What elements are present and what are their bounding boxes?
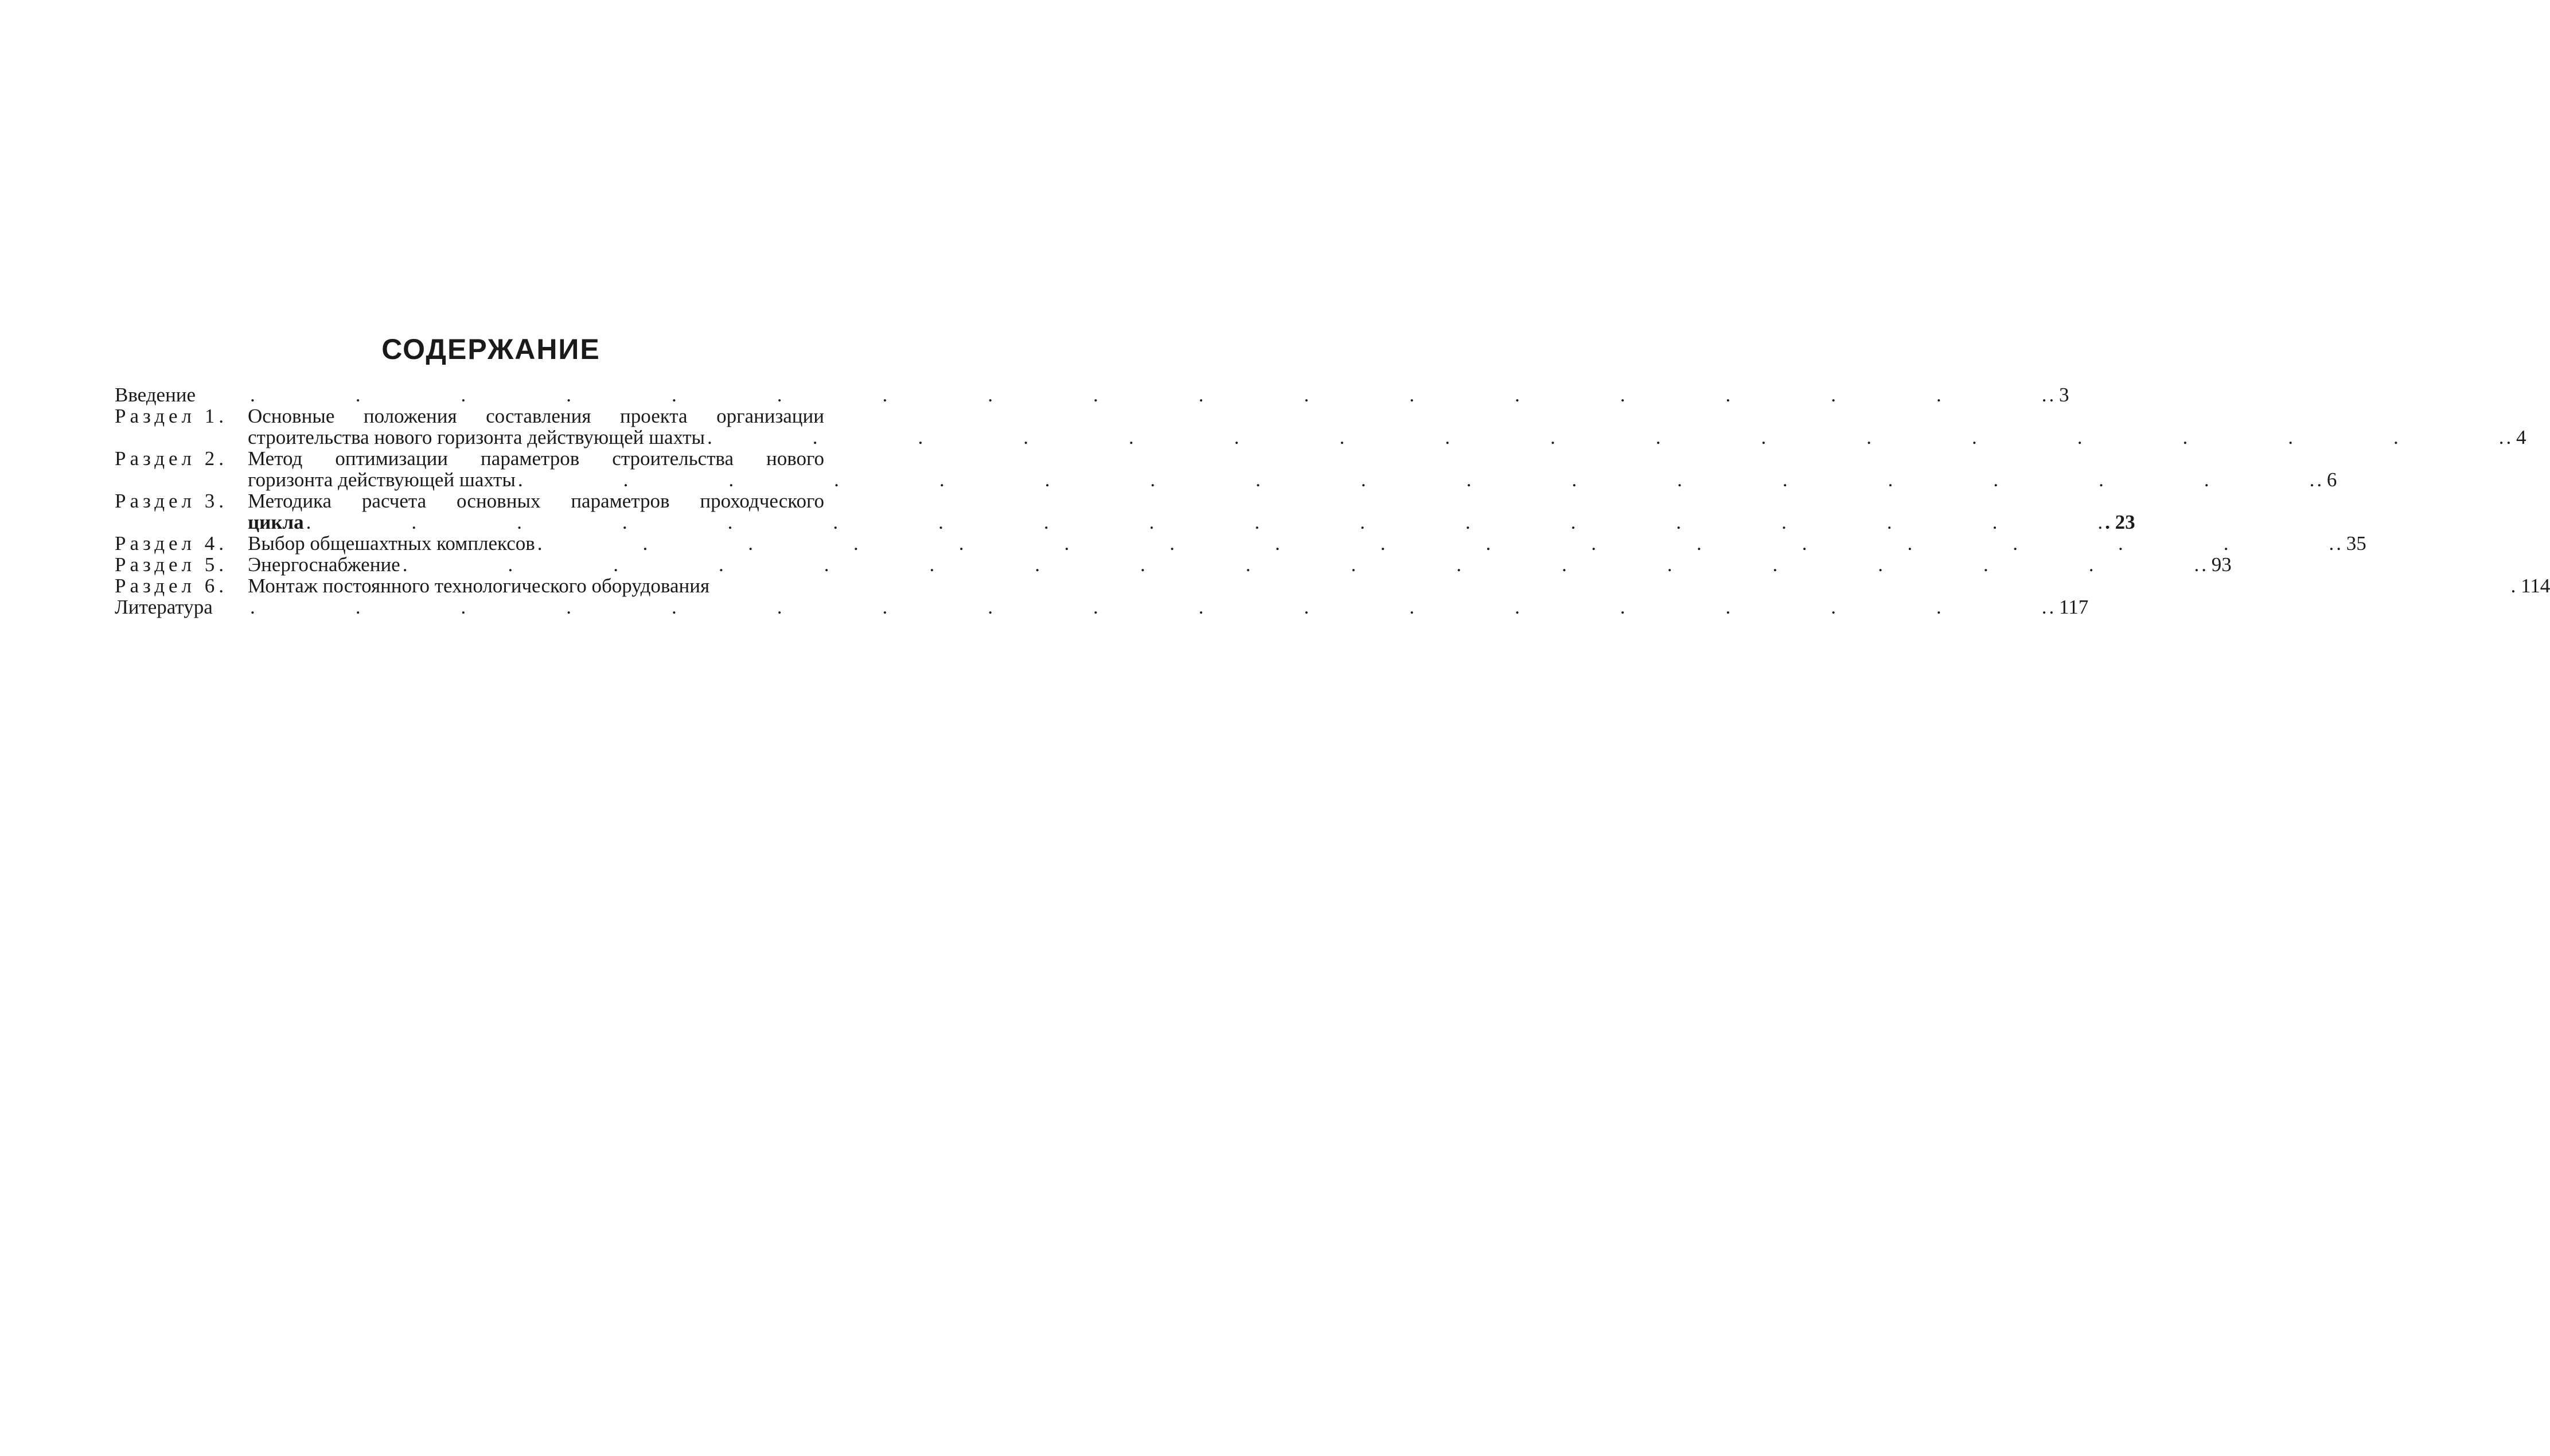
dot-leader bbox=[403, 554, 2200, 575]
toc-entry-label: Раздел 4. bbox=[115, 532, 228, 555]
page-title: СОДЕРЖАНИЕ bbox=[381, 333, 601, 365]
toc-entry-label: Введение bbox=[115, 384, 196, 406]
toc-entry-text: Выбор общешахтных комплексов bbox=[248, 532, 535, 555]
toc-entry-label: Раздел 6. bbox=[115, 575, 228, 597]
toc-entry-body bbox=[248, 533, 2336, 554]
toc-page-number: . 35 bbox=[2336, 532, 2366, 555]
toc-entry-section-3 bbox=[115, 490, 2135, 533]
toc-entry-body bbox=[248, 490, 2105, 533]
toc-entry-text: строительства нового горизонта действующей шахты bbox=[248, 426, 705, 448]
toc-entry-text: Методика расчета основных параметров проходческого bbox=[248, 490, 824, 512]
toc-entry-body bbox=[248, 596, 2049, 618]
toc-entry-text: Энергоснабжение bbox=[248, 553, 400, 576]
toc-entry-text: горизонта действующей шахты bbox=[248, 469, 516, 491]
toc-entry-literature bbox=[115, 596, 2089, 618]
toc-page-number: . 3 bbox=[2049, 384, 2069, 406]
toc-entry-last-line bbox=[248, 384, 2049, 405]
toc-page-number: . 6 bbox=[2317, 469, 2337, 491]
toc-entry-last-line bbox=[248, 533, 2336, 554]
toc-page-number: . 117 bbox=[2049, 596, 2089, 618]
dot-leader bbox=[537, 533, 2334, 554]
toc-entry-last-line bbox=[248, 512, 2105, 533]
toc-entry-text: Монтаж постоянного технологического оборудования bbox=[248, 575, 710, 597]
toc-entry-text: Основные положения составления проекта организации bbox=[248, 405, 824, 427]
dot-leader bbox=[250, 596, 2047, 618]
toc-entry-last-line bbox=[248, 427, 2506, 448]
toc-entry-section-2 bbox=[115, 447, 2337, 491]
toc-entry-label: Раздел 3. bbox=[115, 490, 228, 512]
toc-entry-body bbox=[248, 384, 2049, 405]
toc-entry-text: Метод оптимизации параметров строительства нового bbox=[248, 447, 824, 470]
table-of-contents bbox=[115, 384, 2550, 618]
toc-entry-label: Раздел 1. bbox=[115, 405, 228, 427]
toc-entry-introduction bbox=[115, 384, 2069, 406]
toc-entry-section-1 bbox=[115, 405, 2526, 448]
toc-entry-label: Литература bbox=[115, 596, 213, 618]
dot-leader bbox=[250, 384, 2047, 405]
dot-leader bbox=[518, 469, 2315, 490]
toc-entry-body bbox=[248, 405, 2506, 448]
dot-leader bbox=[306, 512, 2103, 533]
toc-entry-body bbox=[248, 448, 2317, 490]
toc-page-number: . 93 bbox=[2201, 553, 2232, 576]
dot-leader bbox=[707, 427, 2504, 448]
toc-entry-last-line bbox=[248, 596, 2049, 618]
toc-entry-text: цикла bbox=[248, 511, 304, 533]
toc-entry-section-6 bbox=[115, 575, 2550, 597]
toc-entry-body bbox=[248, 575, 2511, 596]
toc-entry-body bbox=[248, 554, 2201, 575]
toc-page-number: . 4 bbox=[2506, 426, 2526, 448]
toc-entry-label: Раздел 5. bbox=[115, 553, 228, 576]
toc-page-number: . 114 bbox=[2510, 575, 2550, 597]
toc-entry-section-5 bbox=[115, 553, 2232, 576]
toc-entry-label: Раздел 2. bbox=[115, 447, 228, 470]
toc-page-number: . 23 bbox=[2105, 511, 2135, 533]
toc-entry-last-line bbox=[248, 469, 2317, 490]
toc-entry-last-line bbox=[248, 575, 2511, 596]
toc-entry-section-4 bbox=[115, 532, 2366, 555]
toc-entry-last-line bbox=[248, 554, 2201, 575]
